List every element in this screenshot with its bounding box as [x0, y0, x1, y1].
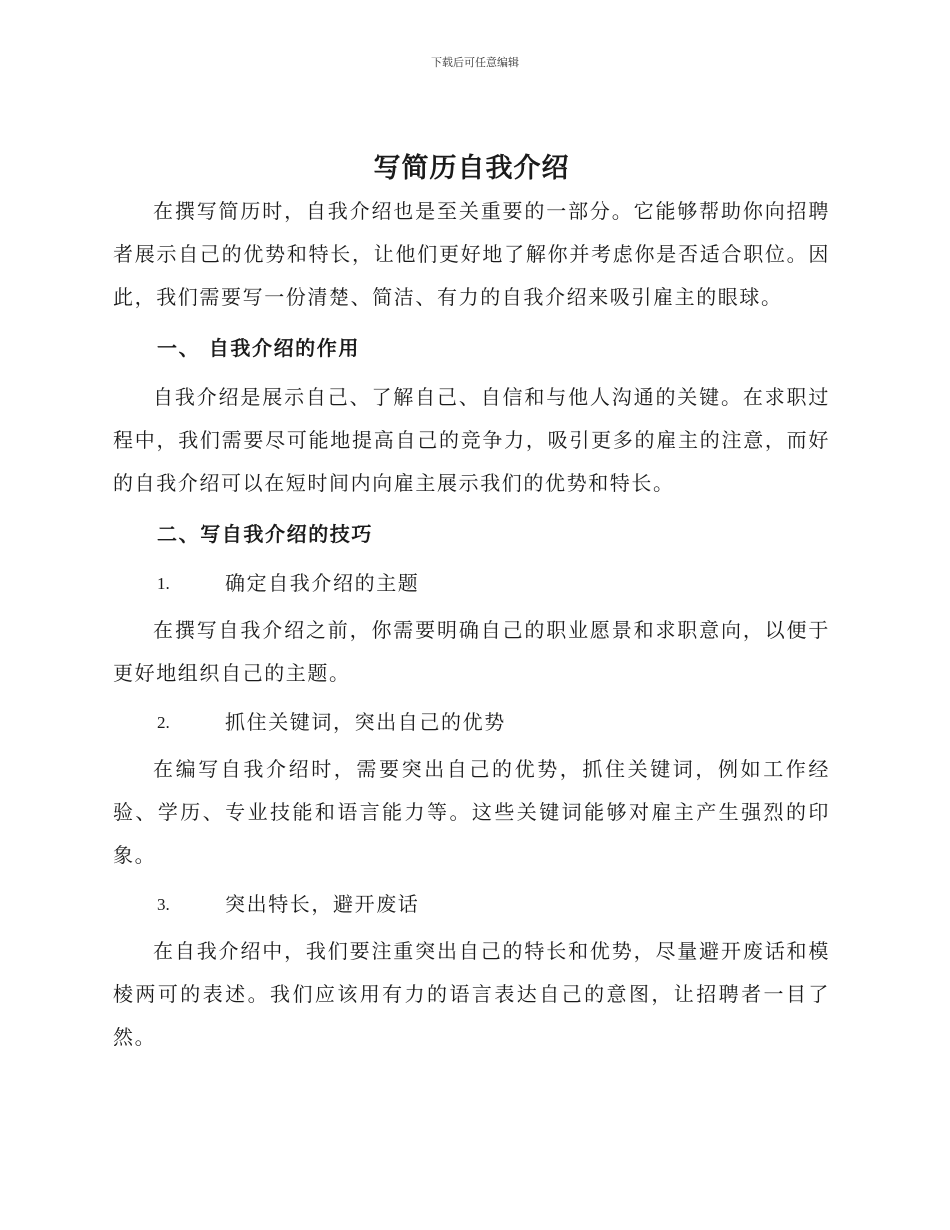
list-title-2: 抓住关键词，突出自己的优势	[225, 710, 506, 734]
list-number-3: 3.	[157, 895, 170, 914]
list-number-2: 2.	[157, 713, 170, 732]
document-title: 写简历自我介绍	[373, 153, 570, 184]
list-body-2: 在编写自我介绍时，需要突出自己的优势，抓住关键词，例如工作经验、学历、专业技能和语言能力等。这些关键词能够对雇主产生强烈的印象。	[113, 757, 830, 867]
list-title-3: 突出特长，避开废话	[225, 892, 420, 916]
section2-heading: 二、写自我介绍的技巧	[157, 522, 373, 546]
header-note: 下载后可任意编辑	[431, 56, 519, 69]
list-body-1: 在撰写自我介绍之前，你需要明确自己的职业愿景和求职意向，以便于更好地组织自己的主题。	[113, 618, 830, 685]
document-body	[113, 148, 830, 1059]
intro-paragraph: 在撰写简历时，自我介绍也是至关重要的一部分。它能够帮助你向招聘者展示自己的优势和特长，让他们更好地了解你并考虑你是否适合职位。因此，我们需要写一份清楚、简洁、有力的自我介绍来吸引雇主的眼球。	[113, 199, 830, 309]
list-title-1: 确定自我介绍的主题	[225, 571, 420, 595]
list-body-3: 在自我介绍中，我们要注重突出自己的特长和优势，尽量避开废话和模棱两可的表述。我们应该用有力的语言表达自己的意图，让招聘者一目了然。	[113, 939, 830, 1049]
list-item-3	[113, 883, 830, 926]
section1-paragraph: 自我介绍是展示自己、了解自己、自信和与他人沟通的关键。在求职过程中，我们需要尽可能地提高自己的竞争力，吸引更多的雇主的注意，而好的自我介绍可以在短时间内向雇主展示我们的优势和特长。	[113, 385, 830, 495]
section1-heading: 一、 自我介绍的作用	[157, 336, 360, 360]
list-number-1: 1.	[157, 574, 170, 593]
list-item-2	[113, 701, 830, 744]
list-item-1	[113, 562, 830, 605]
